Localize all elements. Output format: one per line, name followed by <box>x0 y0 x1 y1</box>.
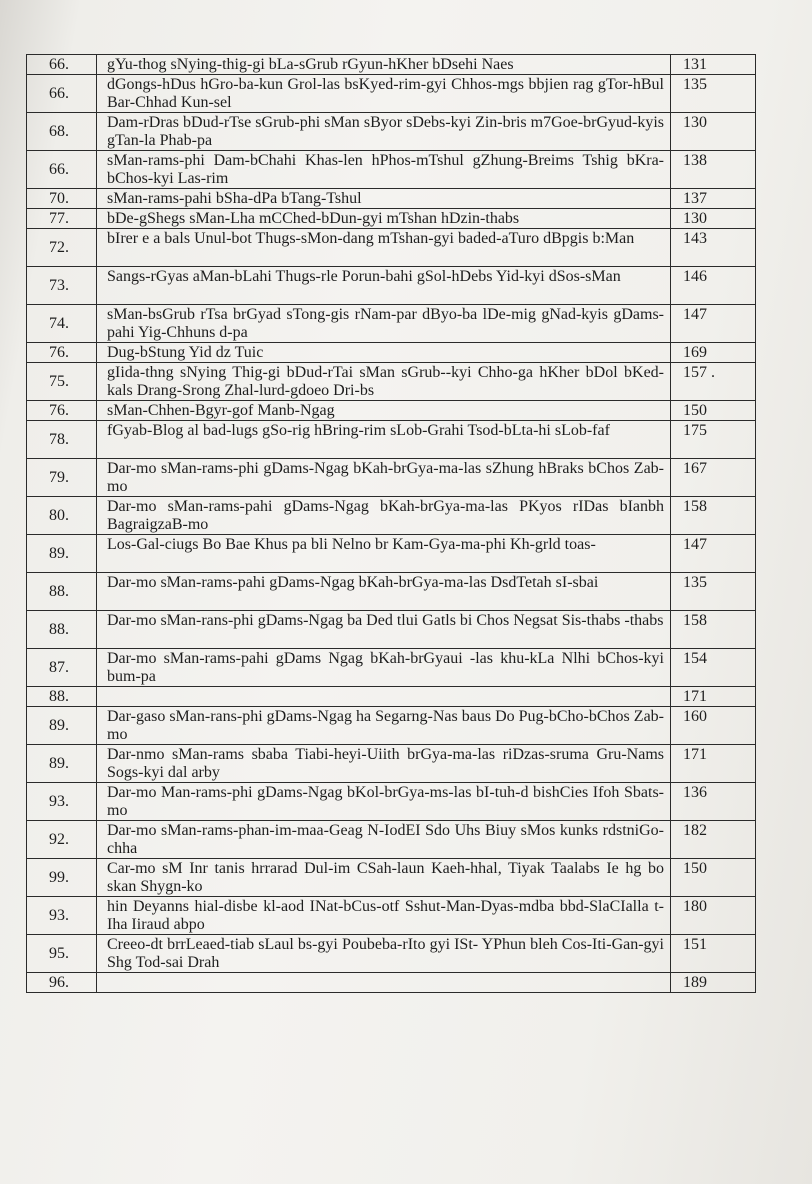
table-row <box>27 859 755 897</box>
entry-title: sMan-Chhen-Bgyr-gof Manb-Ngag <box>97 401 671 420</box>
entry-number: 87. <box>27 649 97 686</box>
table-row <box>27 75 755 113</box>
entry-page-number: 160 <box>683 708 707 725</box>
table-row <box>27 229 755 267</box>
entry-page-number: 169 <box>683 344 707 361</box>
entry-title: Dug-bStung Yid dz Tuic <box>97 343 671 362</box>
entry-title: Dam-rDras bDud-rTse sGrub-phi sMan sByor sDebs-kyi Zin-bris m7Goe-brGyud-kyis gTan-la Phab-pa <box>97 113 671 150</box>
table-row <box>27 573 755 611</box>
entry-title: bDe-gShegs sMan-Lha mCChed-bDun-gyi mTshan hDzin-thabs <box>97 209 671 228</box>
entry-number: 89. <box>27 707 97 744</box>
entry-number: 89. <box>27 535 97 572</box>
entry-number: 75. <box>27 363 97 400</box>
entry-page-number: 130 <box>683 114 707 131</box>
entry-number: 76. <box>27 343 97 362</box>
entry-title: Dar-mo sMan-rams-pahi gDams Ngag bKah-brGyaui -las khu-kLa Nlhi bChos-kyi bum-pa <box>97 649 671 686</box>
entry-page-number: 131 <box>683 56 707 73</box>
entry-title: sMan-rams-phi Dam-bChahi Khas-len hPhos-mTshul gZhung-Breims Tshig bKra-bChos-kyi Las-rim <box>97 151 671 188</box>
table-row <box>27 363 755 401</box>
table-row <box>27 745 755 783</box>
table-row <box>27 707 755 745</box>
entry-title: Dar-mo sMan-rams-pahi gDams-Ngag bKah-brGya-ma-las DsdTetah sI-sbai <box>97 573 671 610</box>
table-row <box>27 151 755 189</box>
entry-page-number: 150 <box>683 860 707 877</box>
entry-number: 89. <box>27 745 97 782</box>
entry-title: fGyab-Blog al bad-lugs gSo-rig hBring-rim sLob-Grahi Tsod-bLta-hi sLob-faf <box>97 421 671 458</box>
table-row <box>27 55 755 75</box>
table-row <box>27 113 755 151</box>
table-row <box>27 535 755 573</box>
contents-table <box>26 54 756 993</box>
entry-page-number: 151 <box>683 936 707 953</box>
table-row <box>27 973 755 992</box>
table-row <box>27 267 755 305</box>
entry-title: gYu-thog sNying-thig-gi bLa-sGrub rGyun-hKher bDsehi Naes <box>97 55 671 74</box>
entry-number: 74. <box>27 305 97 342</box>
entry-title: Dar-mo sMan-rans-phi gDams-Ngag ba Ded tlui Gatls bi Chos Negsat Sis-thabs -thabs <box>97 611 671 648</box>
entry-page-number: 147 <box>683 306 707 323</box>
entry-number: 77. <box>27 209 97 228</box>
entry-page-number: 158 <box>683 498 707 515</box>
table-row <box>27 935 755 973</box>
table-row <box>27 343 755 363</box>
table-row <box>27 497 755 535</box>
entry-number: 96. <box>27 973 97 992</box>
entry-page-number: 154 <box>683 650 707 667</box>
entry-page-number: 167 <box>683 460 707 477</box>
entry-number: 68. <box>27 113 97 150</box>
entry-number: 93. <box>27 783 97 820</box>
entry-title: gIida-thng sNying Thig-gi bDud-rTai sMan sGrub--kyi Chho-ga hKher bDol bKed-kals Drang-Srong Zhal-lurd-gdoeo Dri-bs <box>97 363 671 400</box>
entry-page-number: 138 <box>683 152 707 169</box>
table-row <box>27 459 755 497</box>
entry-number: 80. <box>27 497 97 534</box>
entry-number: 66. <box>27 75 97 112</box>
entry-page-number: 171 <box>683 688 707 705</box>
entry-number: 72. <box>27 229 97 266</box>
entry-page-number: 189 <box>683 974 707 991</box>
entry-title: sMan-bsGrub rTsa brGyad sTong-gis rNam-par dByo-ba lDe-mig gNad-kyis gDams-pahi Yig-Chhuns d-pa <box>97 305 671 342</box>
entry-number: 76. <box>27 401 97 420</box>
entry-page-number: 137 <box>683 190 707 207</box>
table-row <box>27 821 755 859</box>
entry-number: 88. <box>27 687 97 706</box>
entry-title: Dar-mo sMan-rams-phi gDams-Ngag bKah-brGya-ma-las sZhung hBraks bChos Zab-mo <box>97 459 671 496</box>
table-row <box>27 401 755 421</box>
entry-title: Dar-nmo sMan-rams sbaba Tiabi-heyi-Uiith brGya-ma-las riDzas-sruma Gru-Nams Sogs-kyi dal arby <box>97 745 671 782</box>
entry-number: 70. <box>27 189 97 208</box>
entry-number: 78. <box>27 421 97 458</box>
entry-page-number: 158 <box>683 612 707 629</box>
entry-page-number: 171 <box>683 746 707 763</box>
entry-number: 79. <box>27 459 97 496</box>
entry-page-number: 180 <box>683 898 707 915</box>
entry-title: Dar-mo sMan-rams-phan-im-maa-Geag N-IodEI Sdo Uhs Biuy sMos kunks rdstniGo-chha <box>97 821 671 858</box>
entry-page-number: 157 . <box>683 364 715 381</box>
table-row <box>27 897 755 935</box>
entry-number: 95. <box>27 935 97 972</box>
entry-page-number: 175 <box>683 422 707 439</box>
entry-title: Los-Gal-ciugs Bo Bae Khus pa bli Nelno br Kam-Gya-ma-phi Kh-grld toas- <box>97 535 671 572</box>
table-row <box>27 611 755 649</box>
table-row <box>27 189 755 209</box>
entry-number: 93. <box>27 897 97 934</box>
entry-title <box>97 973 671 992</box>
entry-page-number: 143 <box>683 230 707 247</box>
entry-number: 88. <box>27 573 97 610</box>
entry-page-number: 182 <box>683 822 707 839</box>
entry-title: dGongs-hDus hGro-ba-kun Grol-las bsKyed-rim-gyi Chhos-mgs bbjien rag gTor-hBul Bar-Chhad Kun-sel <box>97 75 671 112</box>
entry-number: 73. <box>27 267 97 304</box>
entry-page-number: 146 <box>683 268 707 285</box>
entry-number: 99. <box>27 859 97 896</box>
entry-page-number: 150 <box>683 402 707 419</box>
entry-title: bIrer e a bals Unul-bot Thugs-sMon-dang mTshan-gyi baded-aTuro dBpgis b:Man <box>97 229 671 266</box>
entry-page-number: 130 <box>683 210 707 227</box>
entry-title: Dar-mo sMan-rams-pahi gDams-Ngag bKah-brGya-ma-las PKyos rIDas bIanbh BagraigzaB-mo <box>97 497 671 534</box>
entry-title: hin Deyanns hial-disbe kl-aod INat-bCus-otf Sshut-Man-Dyas-mdba bbd-SlaCIalla t-Iha Iiraud abpo <box>97 897 671 934</box>
entry-number: 66. <box>27 55 97 74</box>
table-row <box>27 209 755 229</box>
entry-title: Car-mo sM Inr tanis hrrarad Dul-im CSah-laun Kaeh-hhal, Tiyak Taalabs Ie hg bo skan Shygn-ko <box>97 859 671 896</box>
entry-page-number: 136 <box>683 784 707 801</box>
entry-title: sMan-rams-pahi bSha-dPa bTang-Tshul <box>97 189 671 208</box>
entry-title: Dar-gaso sMan-rans-phi gDams-Ngag ha Segarng-Nas baus Do Pug-bCho-bChos Zab-mo <box>97 707 671 744</box>
table-row <box>27 687 755 707</box>
entry-number: 92. <box>27 821 97 858</box>
table-row <box>27 783 755 821</box>
entry-number: 66. <box>27 151 97 188</box>
entry-page-number: 135 <box>683 76 707 93</box>
entry-page-number: 135 <box>683 574 707 591</box>
entry-title: Dar-mo Man-rams-phi gDams-Ngag bKol-brGya-ms-las bI-tuh-d bishCies Ifoh Sbats-mo <box>97 783 671 820</box>
entry-number: 88. <box>27 611 97 648</box>
table-row <box>27 649 755 687</box>
table-row <box>27 305 755 343</box>
entry-title: Creeo-dt brrLeaed-tiab sLaul bs-gyi Poubeba-rIto gyi ISt- YPhun bleh Cos-Iti-Gan-gyi Shg Tod-sai Drah <box>97 935 671 972</box>
table-row <box>27 421 755 459</box>
entry-title <box>97 687 671 706</box>
entry-title: Sangs-rGyas aMan-bLahi Thugs-rle Porun-bahi gSol-hDebs Yid-kyi dSos-sMan <box>97 267 671 304</box>
entry-page-number: 147 <box>683 536 707 553</box>
